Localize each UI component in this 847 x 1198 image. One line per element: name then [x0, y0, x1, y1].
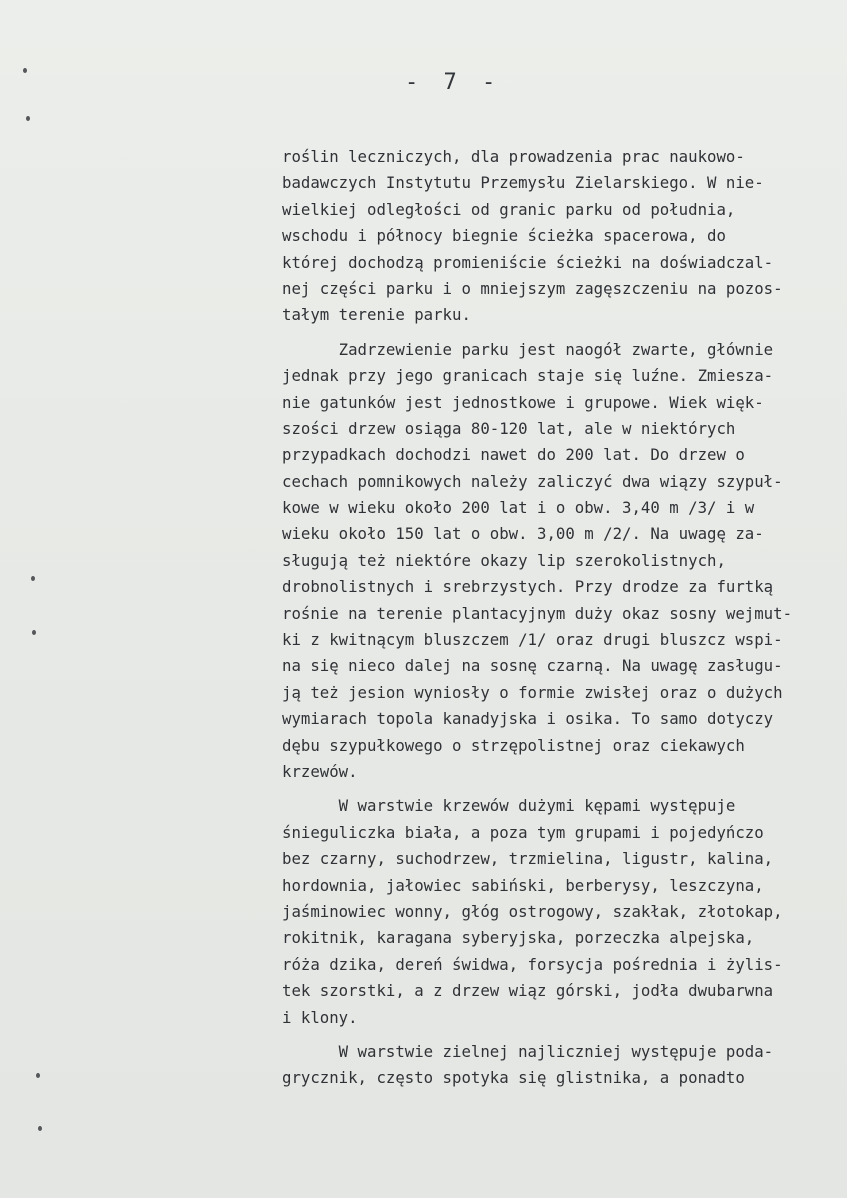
text-line: której dochodzą promieniście ścieżki na doświadczal-	[282, 252, 774, 272]
punch-hole-mark	[38, 1126, 42, 1131]
paragraph	[282, 1039, 847, 1092]
paragraph-gap	[282, 785, 847, 793]
text-line: i klony.	[282, 1007, 358, 1027]
text-line: nej części parku i o mniejszym zagęszczeniu na pozos-	[282, 278, 783, 298]
text-line: wschodu i północy biegnie ścieżka spacerowa, do	[282, 226, 726, 246]
paragraph	[282, 337, 847, 786]
text-line: przypadkach dochodzi nawet do 200 lat. Do drzew o	[282, 445, 745, 465]
paragraph	[282, 793, 847, 1031]
text-line: tałym terenie parku.	[282, 305, 471, 325]
text-line: roślin leczniczych, dla prowadzenia prac naukowo-	[282, 147, 745, 166]
punch-hole-mark	[36, 1073, 40, 1078]
text-line: kowe w wieku około 200 lat i o obw. 3,40 m /3/ i w	[282, 498, 755, 518]
text-line: szości drzew osiąga 80-120 lat, ale w niektórych	[282, 418, 736, 438]
text-line: ją też jesion wyniosły o formie zwisłej oraz o dużych	[282, 682, 783, 702]
text-line: wielkiej odległości od granic parku od południa,	[282, 199, 736, 219]
punch-hole-mark	[32, 630, 36, 635]
text-line: na się nieco dalej na sosnę czarną. Na uwagę zasługu-	[282, 656, 783, 676]
text-line: bez czarny, suchodrzew, trzmielina, ligustr, kalina,	[282, 849, 774, 869]
text-line: Zadrzewienie parku jest naogół zwarte, głównie	[282, 339, 774, 359]
text-line: róża dzika, dereń świdwa, forsycja pośrednia i żylis-	[282, 954, 783, 974]
text-line: wieku około 150 lat o obw. 3,00 m /2/. Na uwagę za-	[282, 524, 764, 544]
text-line: rośnie na terenie plantacyjnym duży okaz sosny wejmut-	[282, 603, 793, 623]
text-line: wymiarach topola kanadyjska i osika. To samo dotyczy	[282, 709, 774, 729]
text-line: grycznik, często spotyka się glistnika, a ponadto	[282, 1068, 745, 1088]
text-line: hordownia, jałowiec sabiński, berberysy, leszczyna,	[282, 875, 764, 895]
paragraph-gap	[282, 329, 847, 337]
text-line: śnieguliczka biała, a poza tym grupami i pojedyńczo	[282, 822, 764, 842]
punch-hole-mark	[23, 68, 27, 73]
page-number: - 7 -	[405, 70, 502, 95]
text-line: sługują też niektóre okazy lip szerokolistnych,	[282, 550, 726, 570]
text-line: drobnolistnych i srebrzystych. Przy drodze za furtką	[282, 577, 774, 597]
paragraph	[282, 144, 847, 329]
punch-hole-mark	[31, 576, 35, 581]
paragraph-gap	[282, 1031, 847, 1039]
text-line: krzewów.	[282, 761, 358, 781]
text-line: ki z kwitnącym bluszczem /1/ oraz drugi bluszcz wspi-	[282, 630, 783, 650]
text-line: W warstwie krzewów dużymi kępami występuje	[282, 796, 736, 816]
text-line: cechach pomnikowych należy zaliczyć dwa wiązy szypuł-	[282, 471, 783, 491]
text-line: dębu szypułkowego o strzępolistnej oraz ciekawych	[282, 735, 745, 755]
text-line: tek szorstki, a z drzew wiąz górski, jodła dwubarwna	[282, 981, 774, 1001]
punch-hole-mark	[26, 116, 30, 121]
text-line: W warstwie zielnej najliczniej występuje poda-	[282, 1041, 774, 1061]
text-line: badawczych Instytutu Przemysłu Zielarskiego. W nie-	[282, 173, 764, 193]
text-line: rokitnik, karagana syberyjska, porzeczka alpejska,	[282, 928, 755, 948]
text-line: jednak przy jego granicach staje się luźne. Zmiesza-	[282, 366, 774, 386]
body-text	[282, 144, 847, 1092]
text-line: nie gatunków jest jednostkowe i grupowe. Wiek więk-	[282, 392, 764, 412]
text-line: jaśminowiec wonny, głóg ostrogowy, szakłak, złotokap,	[282, 901, 783, 921]
